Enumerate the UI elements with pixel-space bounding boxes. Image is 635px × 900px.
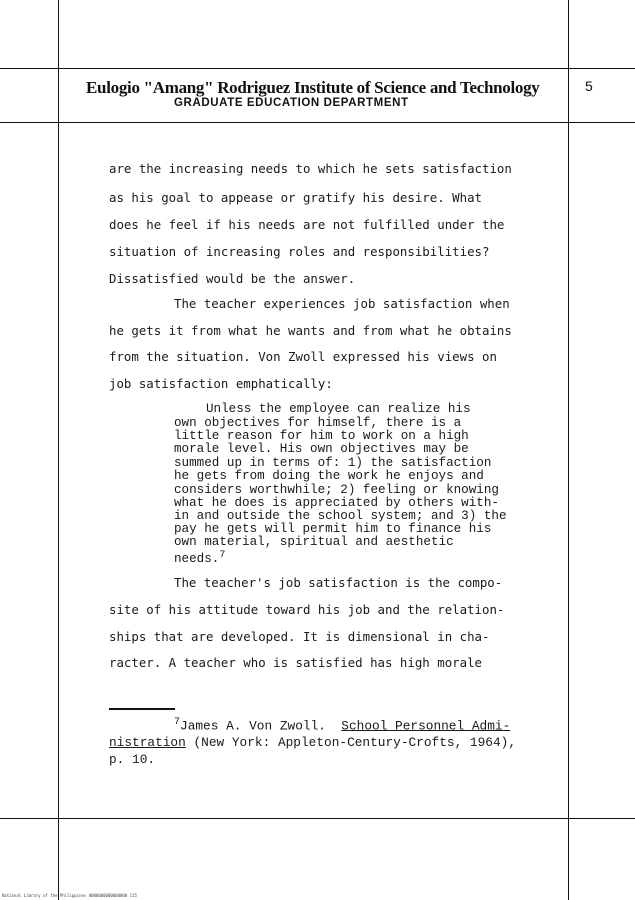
quote-line: little reason for him to work on a high [174,429,469,443]
footnote-line-1 [174,717,510,733]
footer-rule [0,818,635,819]
footnote-line-2 [109,735,516,750]
body-line: The teacher's job satisfaction is the compo- [174,575,503,590]
body-line: situation of increasing roles and responsibilities? [109,244,490,259]
quote-line: Unless the employee can realize his [206,402,471,416]
body-line: does he feel if his needs are not fulfilled under the [109,217,505,232]
body-line: site of his attitude toward his job and the relation- [109,602,505,617]
left-margin-line [58,0,59,900]
body-line: he gets it from what he wants and from what he obtains [109,323,512,338]
quote-line: own material, spiritual and aesthetic [174,535,454,549]
body-line: are the increasing needs to which he sets satisfaction [109,161,512,176]
footnote-title-1: School Personnel Admi- [341,718,511,734]
body-line: The teacher experiences job satisfaction when [174,296,510,311]
header-top-rule [0,68,635,69]
footnote-author: James A. Von Zwoll. [180,718,326,734]
body-line: ships that are developed. It is dimensional in cha- [109,629,490,644]
department-title: GRADUATE EDUCATION DEPARTMENT [174,97,409,109]
footnote-title-2: nistration [109,735,186,750]
body-line: racter. A teacher who is satisfied has high morale [109,655,482,670]
quote-line: considers worthwhile; 2) feeling or knowing [174,483,499,497]
quote-line [174,549,225,566]
right-margin-line [568,0,569,900]
quote-line: summed up in terms of: 1) the satisfaction [174,456,492,470]
footnote-marker: 7 [174,717,181,728]
footnote-page: p. 10. [109,752,156,767]
footnote-reference: 7 [219,550,226,561]
header-bottom-rule [0,122,635,123]
footnote-publisher: (New York: Appleton-Century-Crofts, 1964), [185,735,517,750]
quote-last-word: needs. [174,552,220,567]
body-line: as his goal to appease or gratify his desire. What [109,190,482,205]
quote-line: pay he gets will permit him to finance his [174,522,492,536]
body-line: from the situation. Von Zwoll expressed his views on [109,349,497,364]
quote-line: he gets from doing the work he enjoys and [174,469,484,483]
page-number: 5 [585,78,593,94]
body-line: Dissatisfied would be the answer. [109,271,356,286]
quote-line: own objectives for himself, there is a [174,416,462,430]
institution-title: Eulogio "Amang" Rodriguez Institute of Science and Technology [86,78,540,97]
quote-line: in and outside the school system; and 3) the [174,509,507,523]
scan-credit: National Library of the Philippines 0000000000000000 115 [2,893,137,898]
quote-line: what he does is appreciated by others with- [174,496,499,510]
quote-line: morale level. His own objectives may be [174,442,469,456]
footnote-rule [109,708,175,710]
body-line: job satisfaction emphatically: [109,376,333,391]
